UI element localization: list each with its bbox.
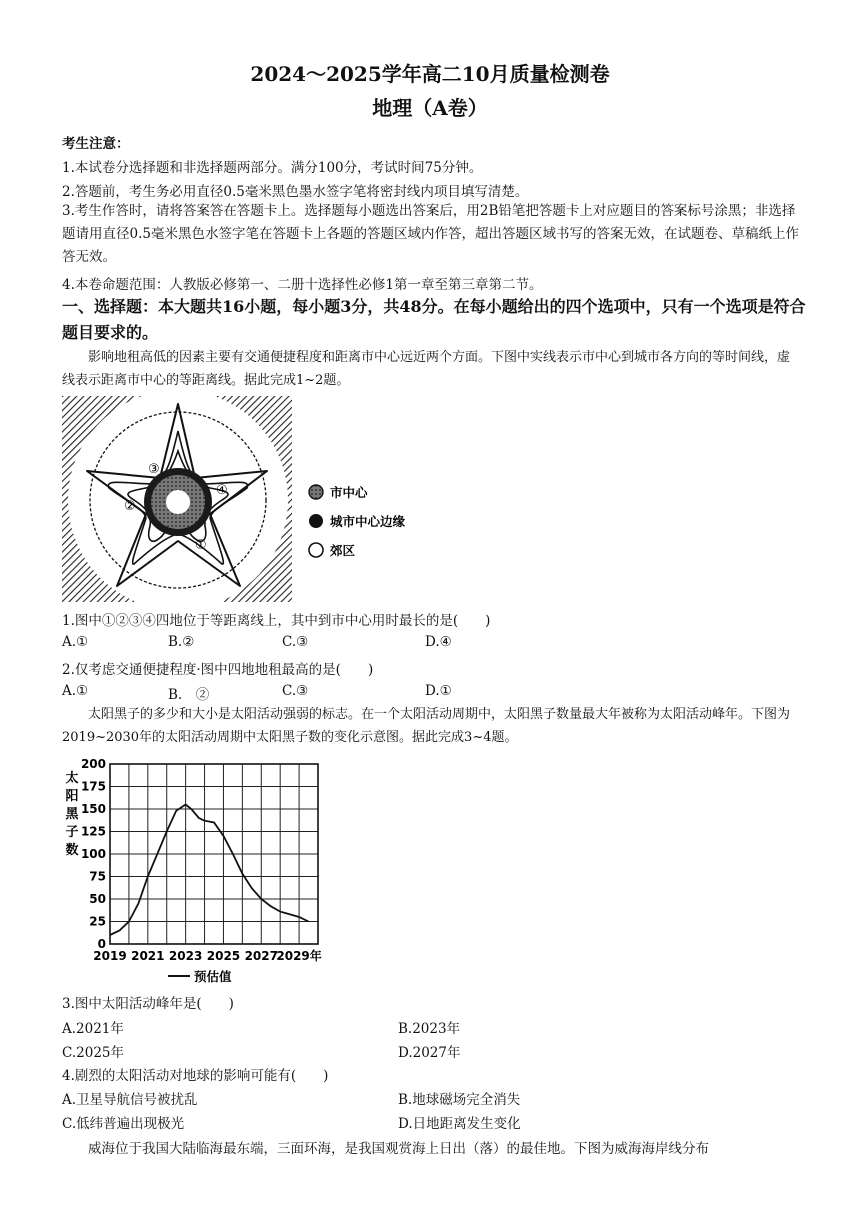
legend-label: 预估值 xyxy=(194,969,232,984)
exam-title: 2024～2025学年高二10月质量检测卷 xyxy=(250,62,610,86)
question-1-stem: 1.图中①②③④四地位于等距离线上，其中到市中心用时最长的是( ) xyxy=(62,613,491,629)
q4-option-c[interactable]: C.低纬普遍出现极光 xyxy=(62,1116,185,1132)
q4-option-d[interactable]: D.日地距离发生变化 xyxy=(398,1116,521,1132)
y-tick-label: 0 xyxy=(97,937,106,951)
x-tick-label: 2023 xyxy=(168,949,203,963)
q1-option-d[interactable]: D.④ xyxy=(425,634,452,650)
q4-option-a[interactable]: A.卫星导航信号被扰乱 xyxy=(62,1092,198,1108)
q1-option-b[interactable]: B.② xyxy=(168,634,195,650)
q4-option-b[interactable]: B.地球磁场完全消失 xyxy=(398,1092,521,1108)
y-axis-label-char: 阳 xyxy=(65,789,79,804)
y-axis-label-char: 子 xyxy=(65,825,79,840)
y-axis-label-char: 数 xyxy=(65,843,79,858)
question-4-stem: 4.剧烈的太阳活动对地球的影响可能有( ) xyxy=(62,1068,329,1084)
y-tick-label: 25 xyxy=(89,914,106,929)
notice-item-2: 2.答题前，考生务必用直径0.5毫米黑色墨水签字笔将密封线内项目填写清楚。 xyxy=(62,184,529,200)
group3-intro: 威海位于我国大陆临海最东端，三面环海，是我国观赏海上日出（落）的最佳地。下图为威海海岸线分布 xyxy=(88,1141,709,1157)
q2-option-b[interactable]: B. ② xyxy=(168,687,210,703)
city-rent-map-figure xyxy=(62,396,432,602)
q2-option-c[interactable]: C.③ xyxy=(282,683,309,699)
y-tick-label: 100 xyxy=(80,847,106,861)
legend-city-center-icon xyxy=(309,485,323,499)
y-tick-label: 50 xyxy=(89,892,106,906)
notice-heading: 考生注意： xyxy=(62,136,130,152)
x-tick-label: 2027 xyxy=(244,949,278,963)
question-2-stem: 2.仅考虑交通便捷程度·图中四地地租最高的是( ) xyxy=(62,662,374,678)
sunspot-chart xyxy=(62,752,342,988)
q3-option-d[interactable]: D.2027年 xyxy=(398,1045,461,1061)
legend-suburb-icon xyxy=(309,543,323,557)
q3-option-c[interactable]: C.2025年 xyxy=(62,1045,124,1061)
y-tick-label: 125 xyxy=(80,824,106,839)
city-center-core xyxy=(166,490,190,514)
q1-option-a[interactable]: A.① xyxy=(62,634,89,650)
exam-subtitle: 地理（A卷） xyxy=(372,96,488,120)
marker-1: ① xyxy=(195,538,207,553)
legend-center-edge-icon xyxy=(309,514,323,528)
y-tick-label: 150 xyxy=(80,802,106,816)
legend-city-center-label: 市中心 xyxy=(330,485,368,500)
x-tick-label: 2025 xyxy=(206,949,241,963)
question-3-stem: 3.图中太阳活动峰年是( ) xyxy=(62,996,234,1012)
q2-option-d[interactable]: D.① xyxy=(425,683,452,699)
y-tick-label: 175 xyxy=(80,779,106,794)
section-heading: 一、选择题：本大题共16小题，每小题3分，共48分。在每小题给出的四个选项中，只有一个选项是符合题目要求的。 xyxy=(62,297,806,342)
marker-3: ③ xyxy=(148,462,160,477)
legend-center-edge-label: 城市中心边缘 xyxy=(330,514,406,529)
x-tick-label: 2019 xyxy=(93,949,127,963)
notice-item-1: 1.本试卷分选择题和非选择题两部分。满分100分，考试时间75分钟。 xyxy=(62,160,483,176)
q2-option-a[interactable]: A.① xyxy=(62,683,89,699)
marker-4: ④ xyxy=(216,483,228,498)
x-tick-label: 2029年 xyxy=(276,949,322,963)
legend-suburb-label: 郊区 xyxy=(330,543,356,558)
q3-option-a[interactable]: A.2021年 xyxy=(62,1021,124,1037)
sunspot-series-line xyxy=(110,805,309,936)
group2-intro: 太阳黑子的多少和大小是太阳活动强弱的标志。在一个太阳活动周期中，太阳黑子数量最大年被称为太阳活动峰年。下图为2019~2030年的太阳活动周期中太阳黑子数的变化示意图。据此完成3~4题。 xyxy=(62,707,791,745)
q1-option-c[interactable]: C.③ xyxy=(282,634,309,650)
notice-item-3: 3.考生作答时，请将答案答在答题卡上。选择题每小题选出答案后，用2B铅笔把答题卡上对应题目的答案标号涂黑；非选择题请用直径0.5毫米黑色水签字笔在答题卡上各题的答题区域内作答，超出答题区域书写的答案无效，在试题卷、草稿纸上作答无效。 xyxy=(62,203,799,265)
group1-intro: 影响地租高低的因素主要有交通便捷程度和距离市中心远近两个方面。下图中实线表示市中心到城市各方向的等时间线，虚线表示距离市中心的等距离线。据此完成1~2题。 xyxy=(62,350,791,388)
y-tick-label: 75 xyxy=(89,869,106,884)
y-tick-label: 200 xyxy=(80,757,106,771)
y-axis-label-char: 黑 xyxy=(65,807,79,822)
notice-item-4: 4.本卷命题范围：人教版必修第一、二册十选择性必修1第一章至第三章第二节。 xyxy=(62,277,543,293)
x-tick-label: 2021 xyxy=(131,949,165,963)
y-axis-label-char: 太 xyxy=(65,771,79,786)
q3-option-b[interactable]: B.2023年 xyxy=(398,1021,461,1037)
marker-2: ② xyxy=(124,499,136,514)
